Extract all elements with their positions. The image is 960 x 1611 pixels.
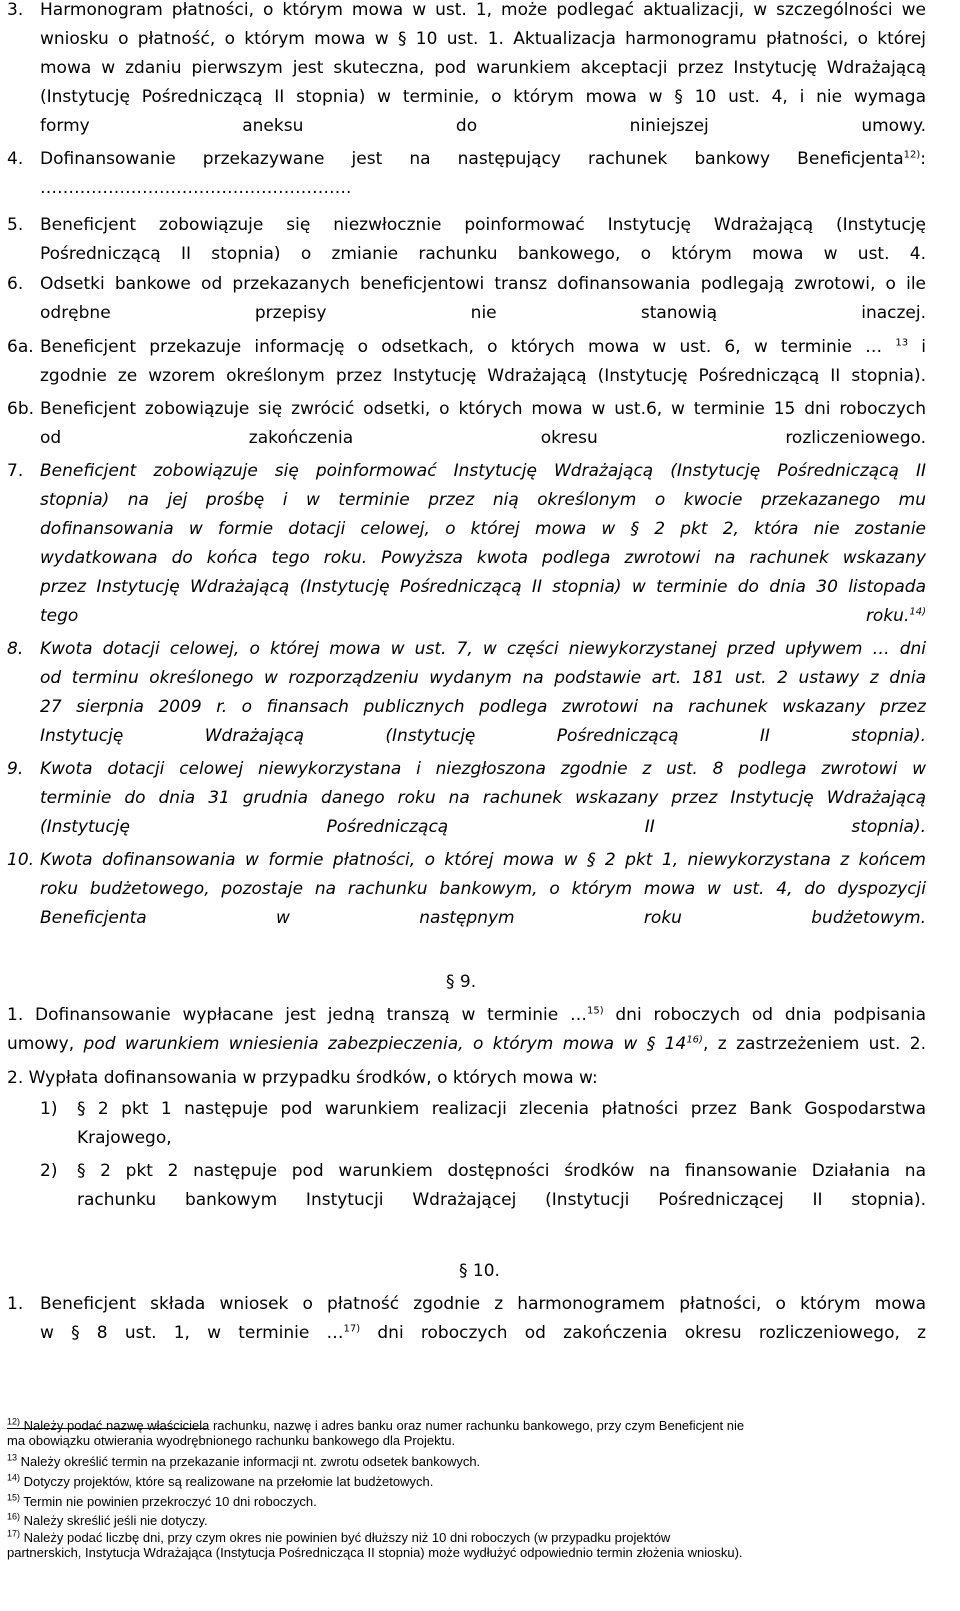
- text-line: Beneficjent zobowiązuje się zwrócić odsetki, o których mowa w ust.6, w terminie 15 dni roboczych: [40, 399, 926, 419]
- footnote: $^{13}$ Należy określić termin na przekazanie informacji nt. zwrotu odsetek bankowych.: [7, 1452, 481, 1469]
- text-line: formy aneksu do niniejszej umowy.: [40, 116, 926, 136]
- item-number: 6b.: [7, 399, 35, 419]
- text-line: Beneficjenta w następnym roku budżetowym.: [40, 908, 926, 928]
- item-number: 6a.: [7, 337, 34, 357]
- footnote-ref: 16): [686, 1034, 703, 1046]
- text-line: umowy, pod warunkiem wniesienia zabezpieczenia, o którym mowa w § 14$^{16)}$, z zastrzeżeniem ust. 2.: [7, 1034, 926, 1054]
- section-10-paragraph-1: [40, 1290, 926, 1348]
- text-line: w § 8 ust. 1, w terminie …$^{17)}$ dni roboczych od zakończenia okresu rozliczeniowego, z: [40, 1323, 926, 1343]
- text-line: Pośredniczącą II stopnia) o zmianie rachunku bankowego, o którym mowa w ust. 4.: [40, 244, 926, 264]
- section-heading: § 9.: [446, 972, 477, 992]
- paragraph-4: [40, 145, 926, 203]
- paragraph-5: [40, 211, 926, 269]
- text-line: Kwota dotacji celowej, o której mowa w ust. 7, w części niewykorzystanej przed upływem … dni: [40, 639, 926, 659]
- text-line: § 2 pkt 1 następuje pod warunkiem realizacji zlecenia płatności przez Bank Gospodarstwa: [77, 1099, 926, 1119]
- paragraph-6: [40, 270, 926, 328]
- list-number: 1): [40, 1099, 58, 1119]
- text-line: wydatkowana do końca tego roku. Powyższa kwota podlega zwrotowi na rachunek wskazany: [40, 548, 926, 568]
- item-number: 8.: [7, 639, 24, 659]
- bank-account-placeholder: ……………………………………………….: [40, 178, 352, 198]
- section-9-paragraph-2: [7, 1064, 926, 1093]
- text-line: 27 sierpnia 2009 r. o finansach publicznych podlega zwrotowi na rachunek wskazany przez: [40, 697, 926, 717]
- text-line: (Instytucję Pośredniczącą II stopnia) w terminie, o którym mowa w § 10 ust. 4, i nie wymaga: [40, 87, 926, 107]
- footnote-ref: 14): [909, 606, 926, 618]
- item-number: 7.: [7, 461, 24, 481]
- item-number: 1.: [7, 1294, 24, 1314]
- list-item-2: [77, 1157, 926, 1215]
- text-line: Kwota dotacji celowej niewykorzystana i niezgłoszona zgodnie z ust. 8 podlega zwrotowi w: [40, 759, 926, 779]
- text-line: Kwota dofinansowania w formie płatności, o której mowa w § 2 pkt 1, niewykorzystana z końcem: [40, 850, 926, 870]
- text-line: od zakończenia okresu rozliczeniowego.: [40, 428, 926, 448]
- item-number: 10.: [7, 850, 35, 870]
- text-line: Harmonogram płatności, o którym mowa w ust. 1, może podlegać aktualizacji, w szczególności we: [40, 0, 926, 20]
- text-line: roku budżetowego, pozostaje na rachunku bankowym, o którym mowa w ust. 4, do dyspozycji: [40, 879, 926, 899]
- text-line: Beneficjent składa wniosek o płatność zgodnie z harmonogramem płatności, o którym mowa: [40, 1294, 926, 1314]
- text-line: tego roku.$^{14)}$: [40, 606, 926, 626]
- footnote: $^{14)}$ Dotyczy projektów, które są realizowane na przełomie lat budżetowych.: [7, 1472, 434, 1489]
- text-line: Beneficjent przekazuje informację o odsetkach, o których mowa w ust. 6, w terminie … $^{13}$ i: [40, 337, 926, 357]
- text-line: Beneficjent zobowiązuje się poinformować Instytucję Wdrażającą (Instytucję Pośredniczącą II: [40, 461, 926, 481]
- paragraph-6b: [40, 395, 926, 453]
- paragraph-6a: [40, 333, 926, 391]
- section-9-paragraph-1: [7, 1001, 926, 1059]
- footnote-ref: 13: [895, 337, 909, 349]
- text-line: stopnia) na jej prośbę i w terminie przez nią określonym o kwocie przekazanego mu: [40, 490, 926, 510]
- text-line: przez Instytucję Wdrażającą (Instytucję Pośredniczącą II stopnia) w terminie do dnia 30 listopada: [40, 577, 926, 597]
- text-line: dofinansowania w formie dotacji celowej, o której mowa w § 2 pkt 2, która nie zostanie: [40, 519, 926, 539]
- footnote-ref: 12): [903, 149, 921, 161]
- item-number: 6.: [7, 274, 24, 294]
- item-number: 5.: [7, 215, 24, 235]
- text-line: 1. Dofinansowanie wypłacane jest jedną transzą w terminie …$^{15)}$ dni roboczych od dnia podpisania: [7, 1005, 926, 1025]
- paragraph-7: [40, 457, 926, 631]
- text-line: zgodnie ze wzorem określonym przez Instytucję Wdrażającą (Instytucję Pośredniczącą II stopnia).: [40, 366, 926, 386]
- item-number: 9.: [7, 759, 24, 779]
- footnote: $^{15)}$ Termin nie powinien przekroczyć 10 dni roboczych.: [7, 1492, 317, 1509]
- text-line: Beneficjent zobowiązuje się niezwłocznie poinformować Instytucję Wdrażającą (Instytucję: [40, 215, 926, 235]
- footnote: $^{12)}$ Należy podać nazwę właściciela rachunku, nazwę i adres banku oraz numer rachunku bankowego, przy czym Beneficjent nie ma obowiązku otwierania wyodrębnionego rachunku bankowego dla Projektu.: [7, 1416, 745, 1448]
- text-line: Odsetki bankowe od przekazanych beneficjentowi transz dofinansowania podlegają zwrotowi, o ile: [40, 274, 926, 294]
- text-line: rachunku bankowym Instytucji Wdrażającej (Instytucji Pośredniczącej II stopnia).: [77, 1190, 926, 1210]
- text-line: mowa w zdaniu pierwszym jest skuteczna, pod warunkiem akceptacji przez Instytucję Wdrażającą: [40, 58, 926, 78]
- paragraph-3: [40, 0, 926, 141]
- paragraph-8: [40, 635, 926, 751]
- text-line: Krajowego,: [77, 1128, 172, 1148]
- list-number: 2): [40, 1161, 58, 1181]
- footnote: $^{17)}$ Należy podać liczbę dni, przy czym okres nie powinien być dłuższy niż 10 dni roboczych (w przypadku projektów partnerskich, Instytucja Wdrażająca (Instytucja Pośrednicząca II stopnia) może wydłużyć odpowiednio termin złożenia wniosku).: [7, 1528, 743, 1560]
- footnote-ref: 17): [343, 1323, 361, 1335]
- text-line: odrębne przepisy nie stanowią inaczej.: [40, 303, 926, 323]
- section-heading: § 10.: [459, 1261, 500, 1281]
- text-line: terminie do dnia 31 grudnia danego roku na rachunek wskazany przez Instytucję Wdrażającą: [40, 788, 926, 808]
- text-line: wniosku o płatność, o którym mowa w § 10 ust. 1. Aktualizacja harmonogramu płatności, o której: [40, 29, 926, 49]
- text-line: Instytucję Wdrażającą (Instytucję Pośredniczącą II stopnia).: [40, 726, 926, 746]
- text-line: § 2 pkt 2 następuje pod warunkiem dostępności środków na finansowanie Działania na: [77, 1161, 926, 1181]
- text-line: (Instytucję Pośredniczącą II stopnia).: [40, 817, 926, 837]
- list-item-1: [77, 1095, 926, 1153]
- item-number: 4.: [7, 149, 24, 169]
- footnote: $^{16)}$ Należy skreślić jeśli nie dotyczy.: [7, 1511, 208, 1528]
- text-line: 2. Wypłata dofinansowania w przypadku środków, o których mowa w:: [7, 1068, 598, 1088]
- text-line: Dofinansowanie przekazywane jest na następujący rachunek bankowy Beneficjenta$^{12)}$:: [40, 149, 926, 169]
- footnote-ref: 15): [586, 1005, 604, 1017]
- paragraph-10: [40, 846, 926, 933]
- text-line: od terminu określonego w rozporządzeniu wydanym na podstawie art. 181 ust. 2 ustawy z dnia: [40, 668, 926, 688]
- paragraph-9: [40, 755, 926, 842]
- item-number: 3.: [7, 0, 24, 20]
